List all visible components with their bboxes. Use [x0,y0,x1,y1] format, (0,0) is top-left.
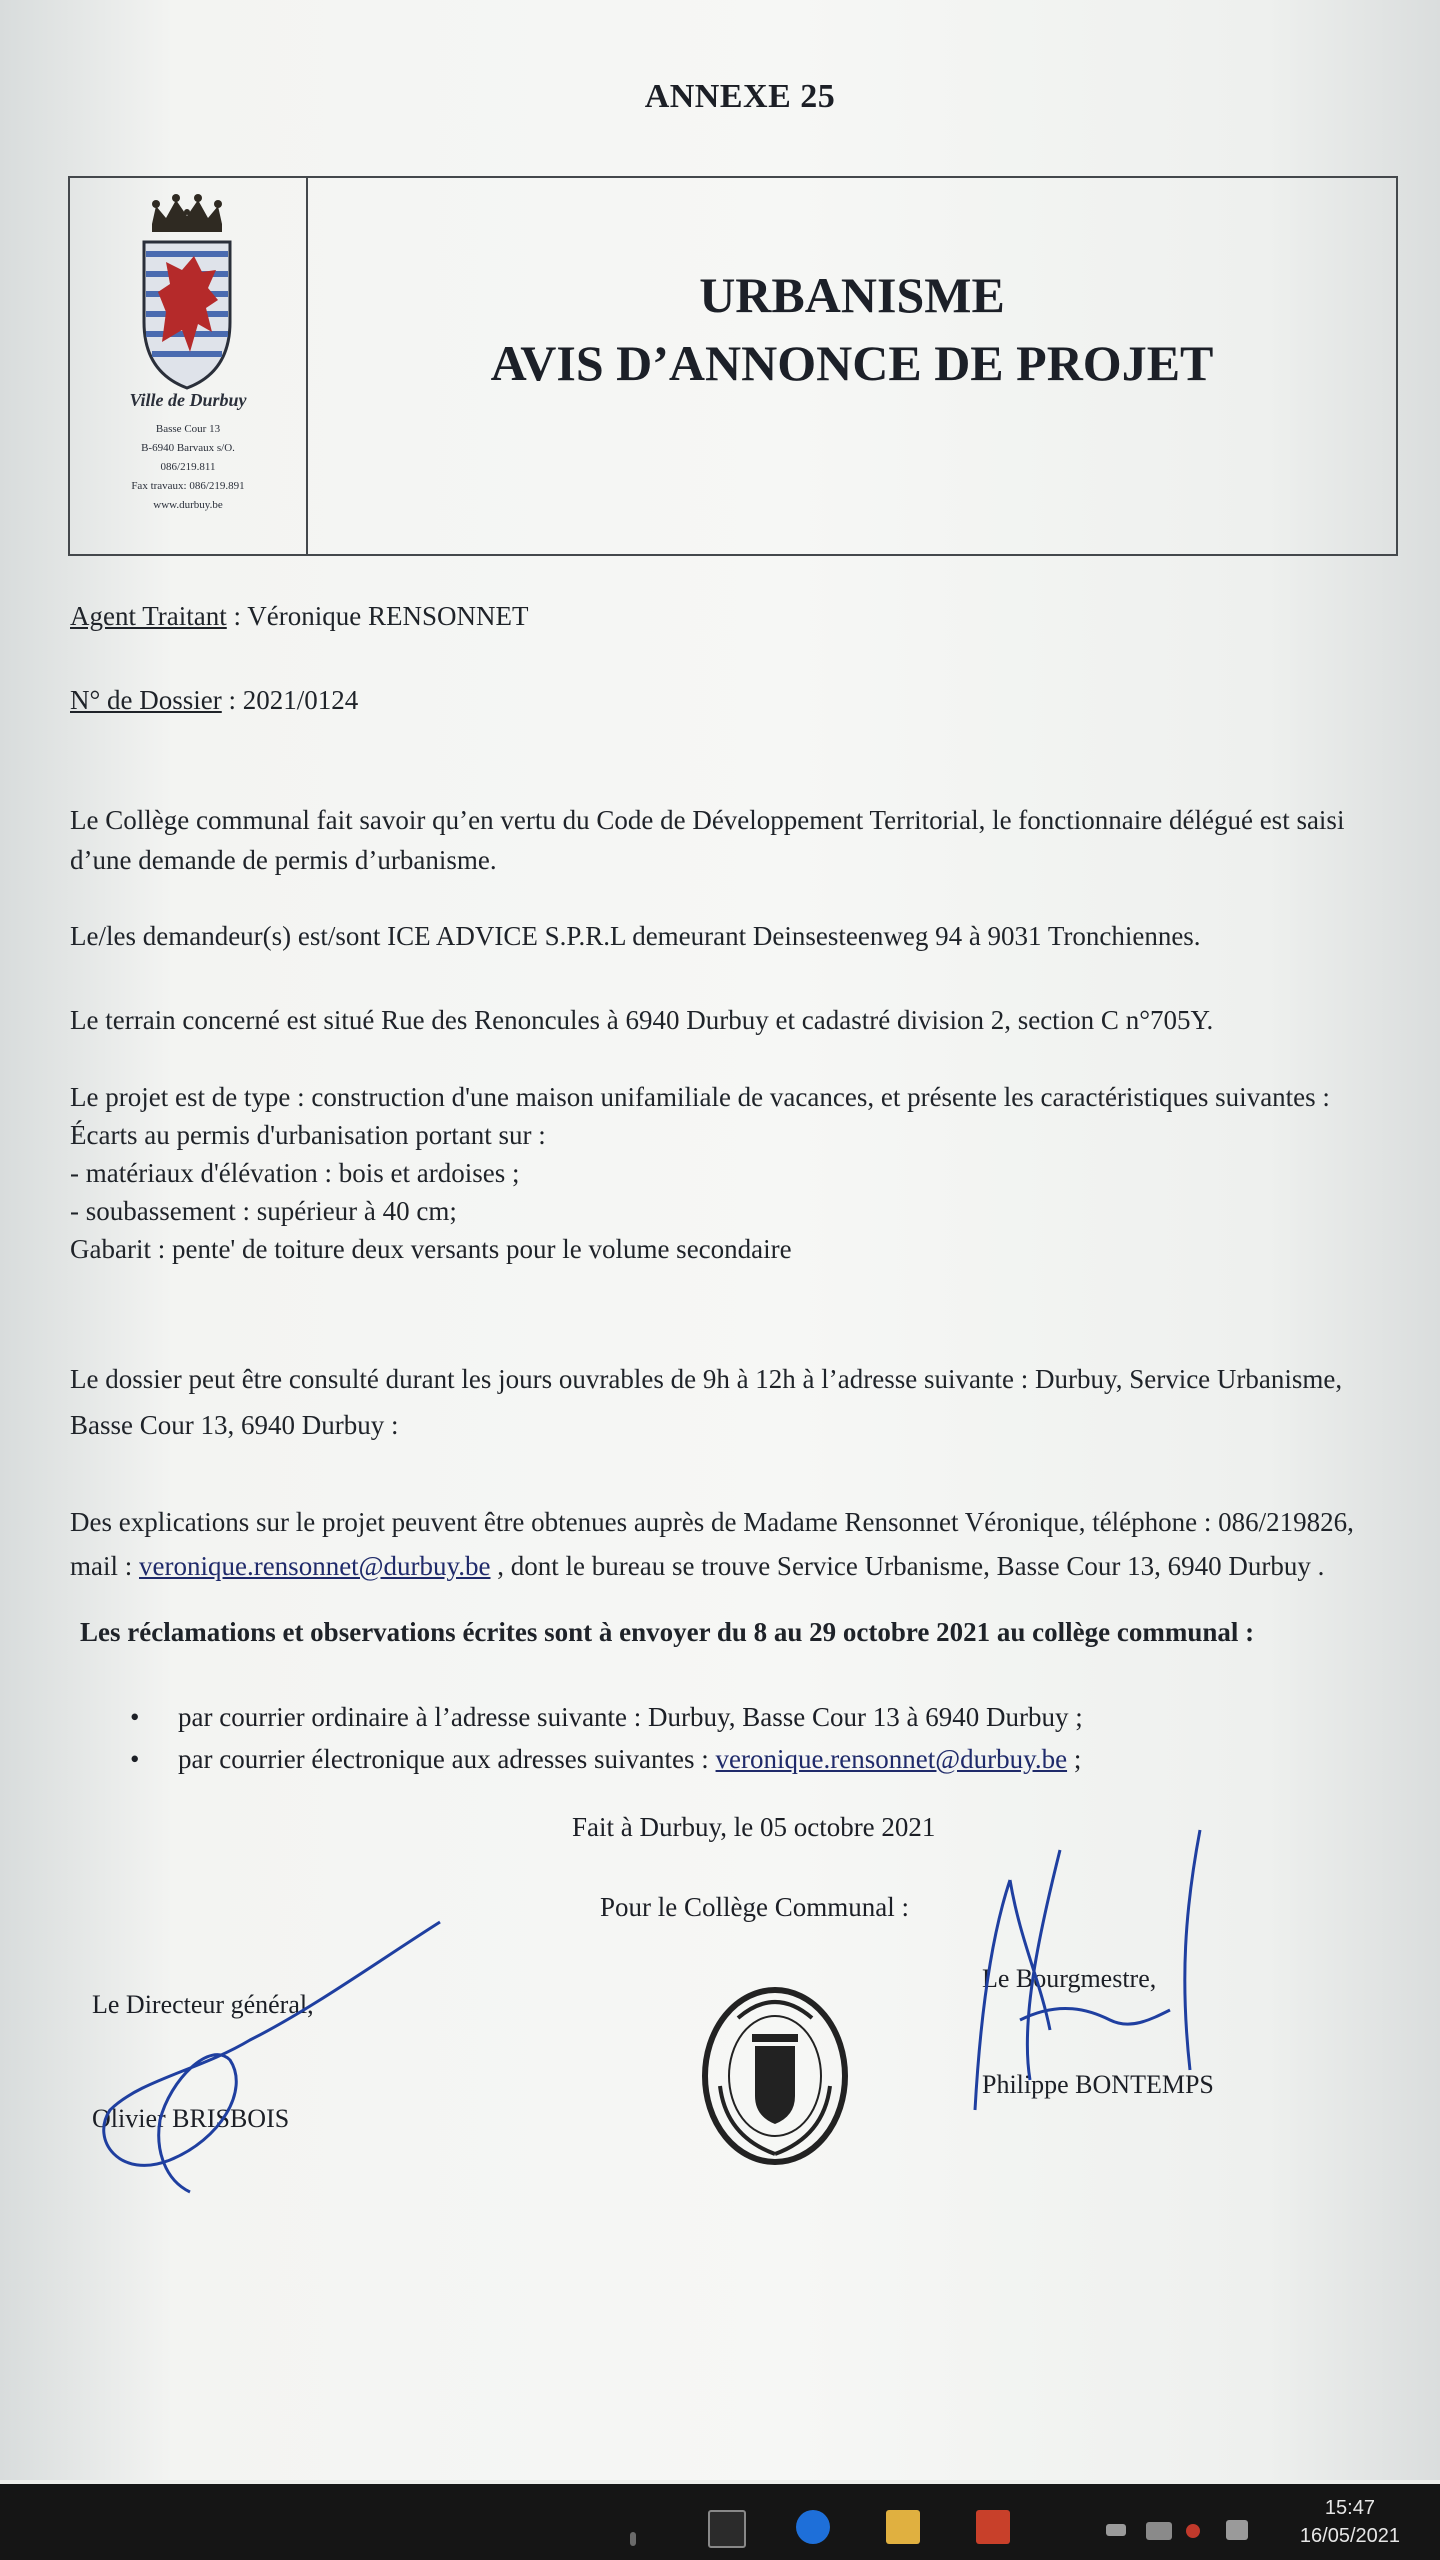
paragraph-intro [70,800,1344,880]
paragraph-explanations [70,1500,1354,1588]
paragraph-consultation [70,1356,1342,1448]
logo-line: Basse Cour 13 [155,423,221,435]
left-signatory-name: Olivier BRISBOIS [92,2104,290,2133]
paragraph-reclamations: Les réclamations et observations écrites sont à envoyer du 8 au 29 octobre 2021 au collège communal : [80,1617,1255,1647]
dossier-separator: : [221,685,243,715]
place-date: Fait à Durbuy, le 05 octobre 2021 [572,1812,936,1842]
volume-icon[interactable] [1226,2520,1248,2540]
logo-block [70,178,308,554]
agent-label: Agent Traitant [70,601,227,631]
paragraph-line: Gabarit : pente' de toiture deux versants pour le volume secondaire [70,1234,792,1264]
email-link[interactable]: veronique.rensonnet@durbuy.be [139,1551,491,1581]
powerpoint-icon[interactable] [976,2510,1010,2544]
mail-prefix: mail : [70,1551,139,1581]
paragraph-line [70,1544,1354,1588]
clock-time: 15:47 [1324,2497,1375,2519]
municipal-seal [690,1986,860,2166]
bullet-suffix: ; [1067,1744,1082,1774]
logo-line: Fax travaux: 086/219.891 [131,480,245,492]
agent-value: Véronique RENSONNET [247,601,529,631]
dossier-value: 2021/0124 [242,685,359,715]
logo-line: 086/219.811 [160,461,216,473]
paragraph-line: Écarts au permis d'urbanisation portant sur : [70,1120,546,1150]
left-signature-scribble [80,1910,460,2200]
edge-browser-icon[interactable] [796,2510,830,2544]
system-clock[interactable] [1300,2494,1400,2550]
for-college: Pour le Collège Communal : [600,1892,909,1922]
taskview-icon[interactable] [708,2510,746,2548]
logo-name: Ville de Durbuy [129,390,247,410]
paragraph-terrain: Le terrain concerné est situé Rue des Renoncules à 6940 Durbuy et cadastré division 2, section C n°705Y. [70,1005,1214,1035]
paragraph-line: - matériaux d'élévation : bois et ardoises ; [70,1158,520,1188]
paragraph-applicant: Le/les demandeur(s) est/sont ICE ADVICE S.P.R.L demeurant Deinsesteenweg 94 à 9031 Tronchiennes. [70,921,1201,951]
agent-line [70,596,529,636]
clock-date: 16/05/2021 [1299,2525,1400,2547]
file-explorer-icon[interactable] [886,2510,920,2544]
left-signatory-title: Le Directeur général, [92,1990,314,2019]
submission-list [130,1696,1083,1780]
document-subtitle: AVIS D’ANNONCE DE PROJET [490,335,1214,391]
paragraph-line: Des explications sur le projet peuvent être obtenues auprès de Madame Rensonnet Véronique, téléphone : 086/219826, [70,1507,1354,1537]
header-box [68,176,1398,556]
list-item [130,1738,1083,1780]
mail-suffix: , dont le bureau se trouve Service Urbanisme, Basse Cour 13, 6940 Durbuy . [490,1551,1325,1581]
right-signatory-title: Le Bourgmestre, [982,1964,1157,1993]
paragraph-line: Le projet est de type : construction d'une maison unifamiliale de vacances, et présente les caractéristiques suivantes : [70,1082,1330,1112]
document-title: URBANISME [699,267,1005,323]
logo-line: B-6940 Barvaux s/O. [141,442,235,454]
dossier-line [70,680,358,720]
list-item: • par courrier ordinaire à l’adresse suivante : Durbuy, Basse Cour 13 à 6940 Durbuy ; [130,1696,1083,1738]
durbuy-crest-logo [132,192,242,392]
taskbar [0,2484,1440,2560]
battery-icon[interactable] [1146,2522,1172,2540]
right-signatory-name: Philippe BONTEMPS [982,2070,1214,2099]
taskbar-separator-icon [630,2532,636,2546]
bullet-text: par courrier électronique aux adresses suivantes : [178,1744,716,1774]
paragraph-line: Basse Cour 13, 6940 Durbuy : [70,1410,399,1440]
paragraph-line: d’une demande de permis d’urbanisme. [70,845,497,875]
paragraph-project [70,1078,1330,1268]
annexe-label: ANNEXE 25 [644,78,836,115]
dossier-label: N° de Dossier [70,685,222,715]
right-signature-scribble [930,1820,1230,2120]
agent-separator: : [226,601,248,631]
paragraph-line: - soubassement : supérieur à 40 cm; [70,1196,457,1226]
chevron-up-icon[interactable] [1106,2524,1126,2536]
paragraph-line: Le dossier peut être consulté durant les jours ouvrables de 9h à 12h à l’adresse suivante : Durbuy, Service Urbanisme, [70,1364,1343,1394]
email-link[interactable]: veronique.rensonnet@durbuy.be [715,1744,1068,1774]
network-warning-icon[interactable] [1186,2524,1200,2538]
logo-line: www.durbuy.be [153,499,223,511]
logo-address [70,420,306,515]
paragraph-line: Le Collège communal fait savoir qu’en vertu du Code de Développement Territorial, le fonctionnaire délégué est saisi [70,805,1345,835]
